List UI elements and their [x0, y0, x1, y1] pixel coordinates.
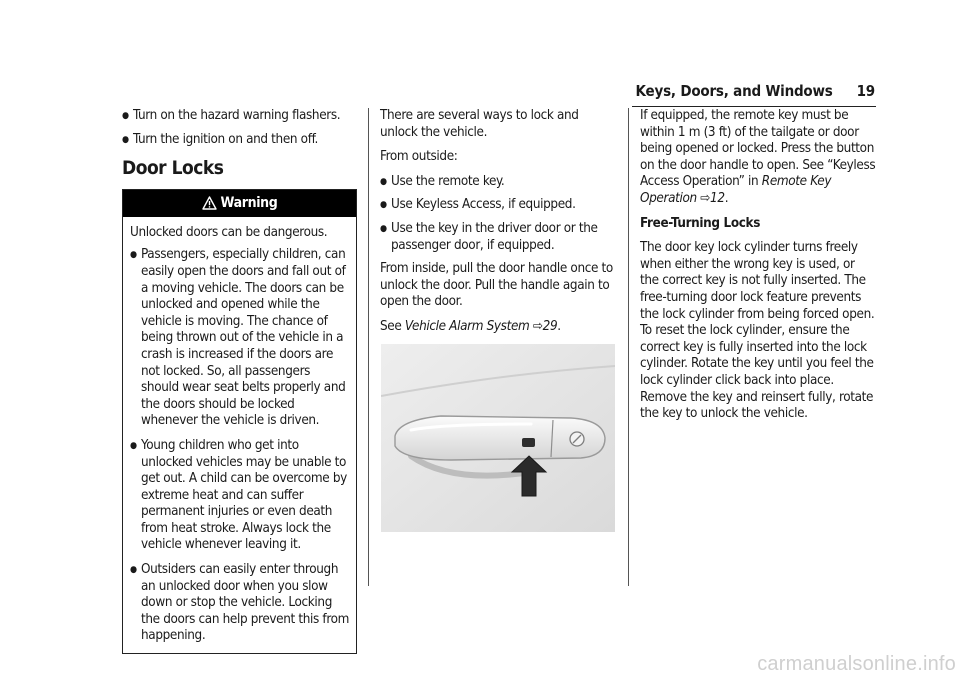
section-title: Door Locks: [122, 157, 224, 180]
cross-reference: [380, 319, 615, 336]
list-item: ● Turn on the hazard warning flashers.: [122, 108, 357, 125]
warning-bullet-list: [130, 247, 350, 645]
reference-link[interactable]: Vehicle Alarm System: [404, 318, 530, 334]
paragraph: There are several ways to lock and unlock the vehicle.: [380, 108, 579, 140]
subheading: Free-Turning Locks: [640, 215, 761, 231]
lock-methods-list: [380, 174, 615, 254]
list-item: ● Outsiders can easily enter through an unlocked door when you slow down or stop the vehicle. Locking the doors can help prevent this from happening.: [130, 562, 350, 645]
paragraph: [640, 108, 876, 208]
column-3: [640, 108, 876, 431]
header-section-title: Keys, Doors, and Windows: [635, 82, 833, 100]
list-item: ● Use the remote key.: [380, 174, 615, 191]
page-number: 19: [856, 82, 875, 100]
column-divider-1: [368, 108, 369, 586]
warning-lead: Unlocked doors can be dangerous.: [130, 224, 328, 240]
reference-page[interactable]: 12: [710, 190, 725, 206]
warning-header: [123, 190, 356, 217]
list-item: ● Use the key in the driver door or the passenger door, if equipped.: [380, 221, 615, 254]
reference-page[interactable]: 29: [542, 318, 558, 334]
column-1: [122, 108, 357, 654]
running-header: [620, 82, 875, 100]
intro-bullet-list: [122, 108, 357, 148]
list-item: ● Use Keyless Access, if equipped.: [380, 197, 615, 214]
punctuation: .: [724, 190, 729, 206]
paragraph-text: If equipped, the remote key must be within 1 m (3 ft) of the tailgate or door being opened or locked. Press the button on the door handle to open. See “Keyless Access Operation” in: [640, 108, 876, 190]
warning-label: Warning: [220, 194, 278, 211]
punctuation: .: [557, 318, 561, 334]
see-prefix: See: [380, 318, 402, 334]
list-item: ● Young children who get into unlocked vehicles may be unable to get out. A child can be overcome by extreme heat and can suffer permanent injuries or even death from heat stroke. Always lock the vehicle whenever leaving it.: [130, 438, 350, 554]
page-arrow-icon: ⇨: [700, 190, 711, 206]
page-arrow-icon: ⇨: [532, 318, 543, 334]
paragraph: From inside, pull the door handle once to unlock the door. Pull the handle again to open the door.: [380, 261, 613, 310]
warning-body: [123, 217, 356, 653]
column-2: [380, 108, 615, 368]
reference-link[interactable]: Remote Key Operation: [640, 174, 832, 206]
warning-triangle-icon: [202, 196, 217, 210]
door-handle-illustration: [381, 344, 615, 532]
list-item: ● Passengers, especially children, can easily open the doors and fall out of a moving vehicle. The doors can be unlocked and opened while the vehicle is moving. The chance of being thrown out of the vehicle in a crash is increased if the doors are not locked. So, all passengers should wear seat belts properly and the doors should be locked whenever the vehicle is driven.: [130, 247, 350, 430]
paragraph: The door key lock cylinder turns freely when either the wrong key is used, or the correct key is not fully inserted. The free-turning door lock feature prevents the lock cylinder from being forced open. To reset the lock cylinder, ensure the correct key is fully inserted into the lock cylinder. Rotate the key until you feel the lock cylinder click back into place. Remove the key and reinsert fully, rotate the key to unlock the vehicle.: [640, 240, 875, 422]
column-divider-2: [628, 108, 629, 586]
list-item: ● Turn the ignition on and then off.: [122, 132, 357, 149]
paragraph-from-outside: From outside:: [380, 149, 458, 165]
warning-box: [122, 189, 357, 654]
watermark: carmanualsonline.info: [757, 653, 956, 675]
